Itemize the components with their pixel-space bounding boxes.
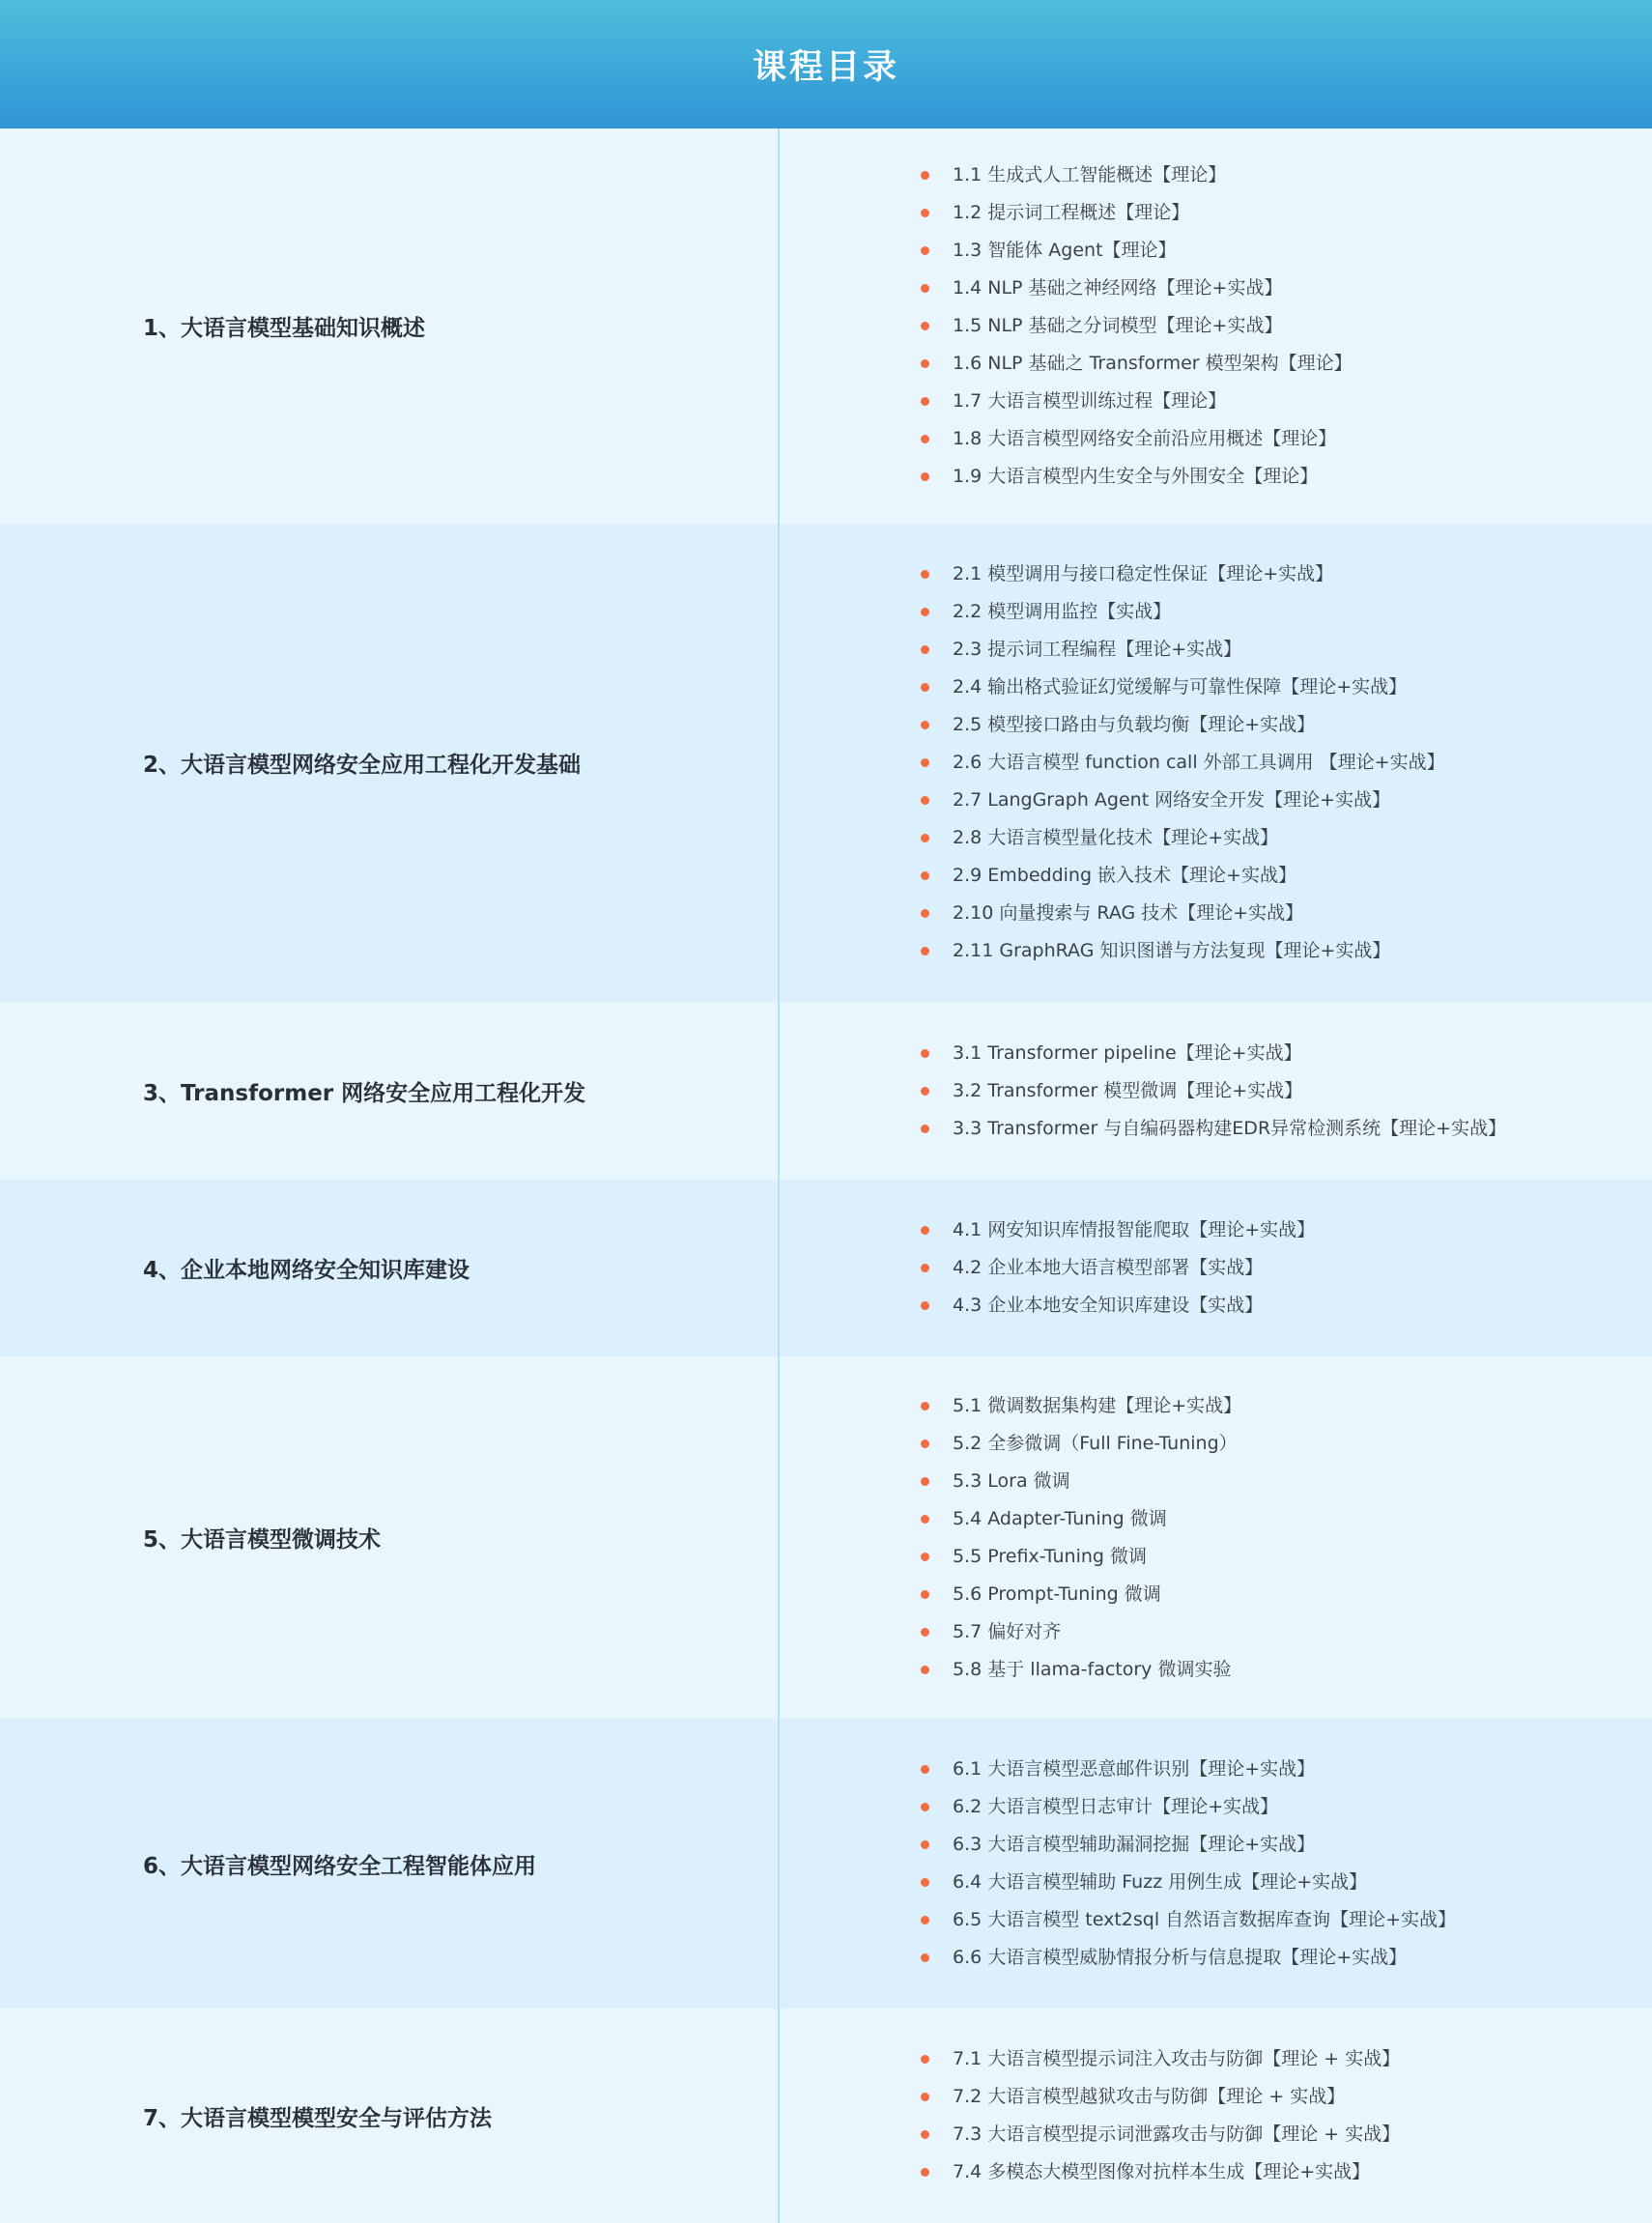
lesson-text: 2.7 LangGraph Agent 网络安全开发【理论+实战】	[953, 789, 1391, 811]
list-item	[921, 307, 1353, 345]
lesson-text: 7.1 大语言模型提示词注入攻击与防御【理论 + 实战】	[953, 2048, 1401, 2069]
bullet-dot-icon	[921, 1590, 929, 1599]
lesson-text: 3.2 Transformer 模型微调【理论+实战】	[953, 1079, 1303, 1101]
lesson-text: 1.4 NLP 基础之神经网络【理论+实战】	[953, 277, 1283, 299]
list-item	[921, 1576, 1241, 1613]
bullet-dot-icon	[921, 1803, 929, 1811]
list-item	[921, 2116, 1400, 2153]
section-title-cell	[0, 1719, 780, 2009]
list-item	[921, 1939, 1456, 1977]
bullet-dot-icon	[921, 1226, 929, 1235]
section-row-3	[0, 1002, 1652, 1180]
lesson-list	[921, 1751, 1456, 1977]
section-items-cell	[780, 2009, 1652, 2223]
lesson-text: 2.8 大语言模型量化技术【理论+实战】	[953, 827, 1279, 848]
section-title: 5、大语言模型微调技术	[143, 1527, 382, 1553]
lesson-text: 1.2 提示词工程概述【理论】	[953, 202, 1190, 223]
list-item	[921, 1287, 1315, 1325]
lesson-text: 4.3 企业本地安全知识库建设【实战】	[953, 1295, 1264, 1316]
list-item	[921, 458, 1353, 496]
bullet-dot-icon	[921, 1840, 929, 1849]
list-item	[921, 1788, 1456, 1826]
lesson-text: 2.9 Embedding 嵌入技术【理论+实战】	[953, 865, 1296, 886]
lesson-text: 7.2 大语言模型越狱攻击与防御【理论 + 实战】	[953, 2086, 1346, 2107]
section-title: 2、大语言模型网络安全应用工程化开发基础	[143, 753, 582, 778]
list-item	[921, 932, 1445, 970]
list-item	[921, 345, 1353, 383]
bullet-dot-icon	[921, 2055, 929, 2064]
section-row-5	[0, 1356, 1652, 1719]
bullet-dot-icon	[921, 2168, 929, 2177]
list-item	[921, 857, 1445, 895]
lesson-text: 7.4 多模态大模型图像对抗样本生成【理论+实战】	[953, 2161, 1371, 2182]
section-title: 6、大语言模型网络安全工程智能体应用	[143, 1853, 537, 1879]
lesson-text: 2.5 模型接口路由与负载均衡【理论+实战】	[953, 714, 1316, 735]
lesson-text: 4.1 网安知识库情报智能爬取【理论+实战】	[953, 1219, 1316, 1240]
page-title: 课程目录	[752, 47, 899, 87]
list-item	[921, 669, 1445, 706]
bullet-dot-icon	[921, 1666, 929, 1674]
lesson-text: 6.4 大语言模型辅助 Fuzz 用例生成【理论+实战】	[953, 1871, 1368, 1893]
section-title-cell	[0, 1002, 780, 1180]
list-item	[921, 895, 1445, 932]
bullet-dot-icon	[921, 834, 929, 842]
lesson-text: 5.5 Prefix-Tuning 微调	[953, 1545, 1148, 1567]
lesson-text: 1.6 NLP 基础之 Transformer 模型架构【理论】	[953, 353, 1353, 374]
bullet-dot-icon	[921, 397, 929, 406]
list-item	[921, 2153, 1400, 2191]
bullet-dot-icon	[921, 796, 929, 805]
bullet-dot-icon	[921, 1553, 929, 1561]
list-item	[921, 1901, 1456, 1939]
section-title-cell	[0, 1356, 780, 1719]
lesson-text: 2.10 向量搜索与 RAG 技术【理论+实战】	[953, 902, 1304, 924]
lesson-text: 2.1 模型调用与接口稳定性保证【理论+实战】	[953, 563, 1334, 584]
list-item	[921, 782, 1445, 819]
bullet-dot-icon	[921, 645, 929, 654]
lesson-text: 6.3 大语言模型辅助漏洞挖掘【理论+实战】	[953, 1834, 1316, 1855]
list-item	[921, 420, 1353, 458]
lesson-text: 1.5 NLP 基础之分词模型【理论+实战】	[953, 315, 1283, 336]
lesson-text: 5.6 Prompt-Tuning 微调	[953, 1582, 1161, 1605]
list-item	[921, 631, 1445, 669]
bullet-dot-icon	[921, 1439, 929, 1448]
list-item	[921, 1500, 1241, 1538]
lesson-text: 3.1 Transformer pipeline【理论+实战】	[953, 1041, 1302, 1064]
list-item	[921, 1613, 1241, 1651]
lesson-text: 5.2 全参微调（Full Fine-Tuning）	[953, 1432, 1238, 1454]
list-item	[921, 232, 1353, 270]
bullet-dot-icon	[921, 947, 929, 955]
course-table	[0, 128, 1652, 2223]
section-items-cell	[780, 1002, 1652, 1180]
bullet-dot-icon	[921, 1301, 929, 1310]
list-item	[921, 383, 1353, 420]
section-row-6	[0, 1719, 1652, 2009]
lesson-text: 5.8 基于 llama-factory 微调实验	[953, 1658, 1232, 1680]
bullet-dot-icon	[921, 758, 929, 767]
list-item	[921, 270, 1353, 307]
bullet-dot-icon	[921, 1087, 929, 1096]
list-item	[921, 1826, 1456, 1864]
lesson-text: 1.1 生成式人工智能概述【理论】	[953, 164, 1227, 185]
lesson-text: 2.2 模型调用监控【实战】	[953, 601, 1172, 622]
header-banner	[0, 0, 1652, 128]
section-title: 7、大语言模型模型安全与评估方法	[143, 2105, 493, 2131]
bullet-dot-icon	[921, 2093, 929, 2101]
lesson-text: 6.5 大语言模型 text2sql 自然语言数据库查询【理论+实战】	[953, 1909, 1457, 1930]
list-item	[921, 1110, 1506, 1148]
lesson-text: 2.4 输出格式验证幻觉缓解与可靠性保障【理论+实战】	[953, 676, 1408, 698]
list-item	[921, 1651, 1241, 1689]
bullet-dot-icon	[921, 246, 929, 255]
list-item	[921, 1249, 1315, 1287]
list-item	[921, 744, 1445, 782]
lesson-text: 2.3 提示词工程编程【理论+实战】	[953, 639, 1242, 660]
lesson-list	[921, 1035, 1506, 1148]
list-item	[921, 593, 1445, 631]
section-title-cell	[0, 2009, 780, 2223]
lesson-text: 7.3 大语言模型提示词泄露攻击与防御【理论 + 实战】	[953, 2123, 1401, 2145]
section-title: 1、大语言模型基础知识概述	[143, 316, 426, 341]
list-item	[921, 1072, 1506, 1110]
bullet-dot-icon	[921, 570, 929, 579]
lesson-text: 5.1 微调数据集构建【理论+实战】	[953, 1394, 1242, 1416]
section-items-cell	[780, 1356, 1652, 1719]
lesson-text: 6.2 大语言模型日志审计【理论+实战】	[953, 1796, 1279, 1817]
section-items-cell	[780, 1719, 1652, 2009]
lesson-text: 3.3 Transformer 与自编码器构建EDR异常检测系统【理论+实战】	[953, 1117, 1507, 1139]
lesson-list	[921, 2040, 1400, 2191]
bullet-dot-icon	[921, 1515, 929, 1524]
lesson-text: 5.4 Adapter-Tuning 微调	[953, 1507, 1167, 1529]
lesson-text: 2.6 大语言模型 function call 外部工具调用 【理论+实战】	[953, 752, 1445, 773]
bullet-dot-icon	[921, 472, 929, 481]
lesson-list	[921, 1387, 1241, 1689]
bullet-dot-icon	[921, 683, 929, 692]
bullet-dot-icon	[921, 1878, 929, 1887]
bullet-dot-icon	[921, 1953, 929, 1962]
lesson-text: 6.1 大语言模型恶意邮件识别【理论+实战】	[953, 1758, 1316, 1780]
lesson-text: 5.3 Lora 微调	[953, 1469, 1070, 1492]
section-title-cell	[0, 128, 780, 524]
section-title-cell	[0, 524, 780, 1002]
section-items-cell	[780, 128, 1652, 524]
lesson-text: 4.2 企业本地大语言模型部署【实战】	[953, 1257, 1264, 1278]
list-item	[921, 2040, 1400, 2078]
section-items-cell	[780, 1180, 1652, 1356]
lesson-text: 5.7 偏好对齐	[953, 1620, 1062, 1642]
section-row-4	[0, 1180, 1652, 1356]
bullet-dot-icon	[921, 1125, 929, 1133]
bullet-dot-icon	[921, 322, 929, 330]
bullet-dot-icon	[921, 909, 929, 918]
bullet-dot-icon	[921, 1916, 929, 1924]
section-items-cell	[780, 524, 1652, 1002]
lesson-text: 1.7 大语言模型训练过程【理论】	[953, 390, 1227, 412]
list-item	[921, 1864, 1456, 1901]
bullet-dot-icon	[921, 1765, 929, 1774]
lesson-list	[921, 157, 1353, 496]
section-row-7	[0, 2009, 1652, 2223]
bullet-dot-icon	[921, 1264, 929, 1272]
section-title-cell	[0, 1180, 780, 1356]
bullet-dot-icon	[921, 1628, 929, 1637]
list-item	[921, 1035, 1506, 1072]
bullet-dot-icon	[921, 359, 929, 368]
bullet-dot-icon	[921, 721, 929, 729]
bullet-dot-icon	[921, 435, 929, 443]
lesson-text: 1.9 大语言模型内生安全与外围安全【理论】	[953, 466, 1319, 487]
bullet-dot-icon	[921, 171, 929, 180]
lesson-text: 1.3 智能体 Agent【理论】	[953, 240, 1177, 261]
list-item	[921, 1751, 1456, 1788]
list-item	[921, 1463, 1241, 1500]
bullet-dot-icon	[921, 284, 929, 293]
bullet-dot-icon	[921, 608, 929, 616]
bullet-dot-icon	[921, 1477, 929, 1486]
lesson-list	[921, 556, 1445, 970]
lesson-text: 1.8 大语言模型网络安全前沿应用概述【理论】	[953, 428, 1337, 449]
lesson-text: 2.11 GraphRAG 知识图谱与方法复现【理论+实战】	[953, 940, 1391, 961]
bullet-dot-icon	[921, 871, 929, 880]
bullet-dot-icon	[921, 1049, 929, 1058]
list-item	[921, 1425, 1241, 1463]
list-item	[921, 706, 1445, 744]
bullet-dot-icon	[921, 2130, 929, 2139]
lesson-text: 6.6 大语言模型威胁情报分析与信息提取【理论+实战】	[953, 1947, 1408, 1968]
bullet-dot-icon	[921, 209, 929, 217]
section-title: 3、Transformer 网络安全应用工程化开发	[143, 1080, 586, 1106]
section-title: 4、企业本地网络安全知识库建设	[143, 1258, 470, 1283]
list-item	[921, 2078, 1400, 2116]
list-item	[921, 1387, 1241, 1425]
lesson-list	[921, 1211, 1315, 1325]
list-item	[921, 1211, 1315, 1249]
bullet-dot-icon	[921, 1402, 929, 1411]
list-item	[921, 556, 1445, 593]
list-item	[921, 819, 1445, 857]
list-item	[921, 194, 1353, 232]
section-row-1	[0, 128, 1652, 524]
section-row-2	[0, 524, 1652, 1002]
list-item	[921, 157, 1353, 194]
list-item	[921, 1538, 1241, 1576]
